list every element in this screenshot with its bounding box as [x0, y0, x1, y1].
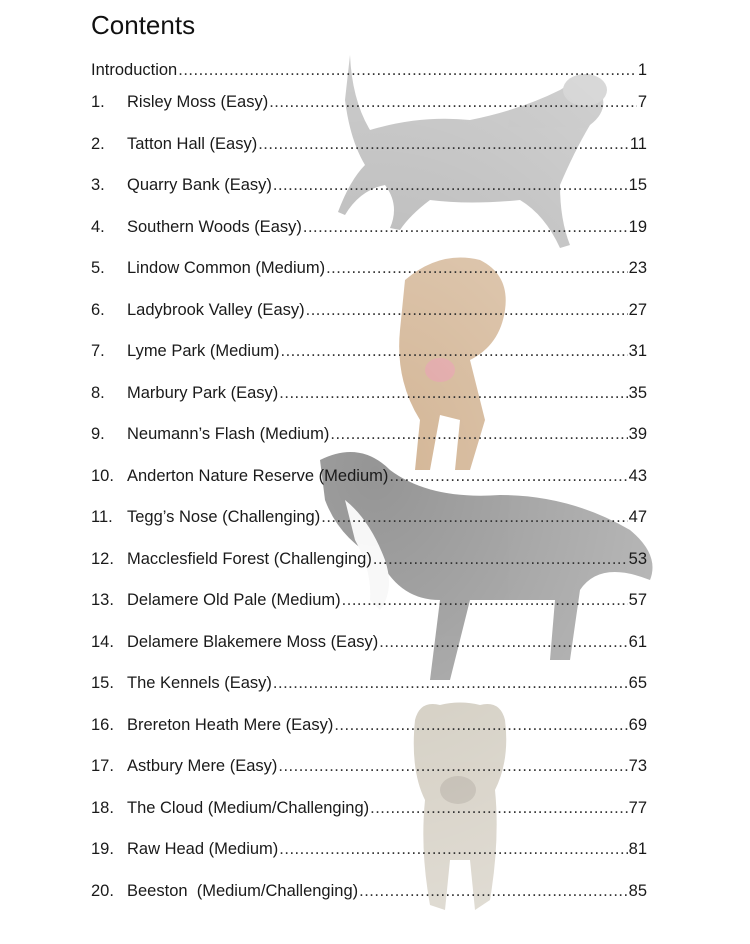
- toc-entry-number: 18.: [91, 799, 114, 817]
- dot-leader: [342, 591, 628, 610]
- toc-entry-number: 11.: [91, 508, 113, 526]
- toc-entry-label: Tatton Hall (Easy): [127, 135, 258, 153]
- toc-entry[interactable]: [91, 591, 647, 615]
- toc-entry-label: Delamere Old Pale (Medium): [127, 591, 341, 609]
- toc-entry-number: 2.: [91, 135, 105, 153]
- dot-leader: [330, 425, 627, 444]
- toc-entry[interactable]: [91, 882, 647, 906]
- toc-entry[interactable]: [91, 757, 647, 781]
- toc-entry[interactable]: [91, 342, 647, 366]
- toc-entry-number: 12.: [91, 550, 114, 568]
- toc-entry-number: 14.: [91, 633, 114, 651]
- dot-leader: [303, 218, 628, 237]
- toc-entry-label: Lyme Park (Medium): [127, 342, 280, 360]
- toc-entry-page-number: 57: [628, 591, 647, 609]
- toc-entry-number: 6.: [91, 301, 105, 319]
- toc-entry-page-number: 39: [628, 425, 647, 443]
- dot-leader: [281, 342, 628, 361]
- toc-entry-page-number: 11: [629, 135, 647, 153]
- toc-entry-number: 20.: [91, 882, 114, 900]
- toc-entry[interactable]: [91, 674, 647, 698]
- toc-entry[interactable]: [91, 176, 647, 200]
- toc-entry-page-number: 15: [628, 176, 647, 194]
- toc-entry-label: Brereton Heath Mere (Easy): [127, 716, 334, 734]
- toc-entry[interactable]: [91, 467, 647, 491]
- toc-entry-label: Southern Woods (Easy): [127, 218, 302, 236]
- toc-entry-label: Lindow Common (Medium): [127, 259, 326, 277]
- dot-leader: [306, 301, 628, 320]
- dot-leader: [273, 176, 628, 195]
- toc-entry-label: Delamere Blakemere Moss (Easy): [127, 633, 379, 651]
- toc-entry[interactable]: [91, 384, 647, 408]
- toc-entry-label: Raw Head (Medium): [127, 840, 279, 858]
- dot-leader: [279, 384, 627, 403]
- toc-entry-number: 5.: [91, 259, 105, 277]
- toc-entry[interactable]: [91, 799, 647, 823]
- toc-entry-label: Anderton Nature Reserve (Medium): [127, 467, 389, 485]
- toc-entry-label: Marbury Park (Easy): [127, 384, 279, 402]
- page-title: Contents: [91, 10, 196, 40]
- toc-entry-page-number: 35: [628, 384, 647, 402]
- dot-leader: [273, 674, 628, 693]
- toc-entry-number: 17.: [91, 757, 114, 775]
- toc-entry-label: Quarry Bank (Easy): [127, 176, 272, 194]
- toc-entry[interactable]: [91, 633, 647, 657]
- toc-entry-number: 19.: [91, 840, 114, 858]
- toc-entry-label: Astbury Mere (Easy): [127, 757, 278, 775]
- toc-entry-page-number: 53: [628, 550, 647, 568]
- toc-entry-label: Tegg’s Nose (Challenging): [127, 508, 321, 526]
- dot-leader: [389, 467, 627, 486]
- toc-entry[interactable]: [91, 301, 647, 325]
- toc-entry-page-number: 31: [628, 342, 647, 360]
- toc-entry[interactable]: [91, 135, 647, 159]
- dot-leader: [321, 508, 627, 527]
- dot-leader: [370, 799, 628, 818]
- toc-entry-number: 8.: [91, 384, 105, 402]
- toc-entry-label: The Cloud (Medium/Challenging): [127, 799, 370, 817]
- toc-entry[interactable]: [91, 218, 647, 242]
- toc-entry-page-number: 77: [628, 799, 647, 817]
- toc-entry-page-number: 47: [628, 508, 647, 526]
- toc-entry-label: Beeston (Medium/Challenging): [127, 882, 359, 900]
- dot-leader: [379, 633, 627, 652]
- toc-entry-page-number: 61: [628, 633, 647, 651]
- toc-entry-number: 7.: [91, 342, 105, 360]
- toc-entry-page-number: 81: [628, 840, 647, 858]
- toc-entry-number: 1.: [91, 93, 105, 111]
- toc-entry-page-number: 85: [628, 882, 647, 900]
- toc-entry[interactable]: [91, 716, 647, 740]
- toc-entry-page-number: 23: [628, 259, 647, 277]
- toc-entry-page-number: 73: [628, 757, 647, 775]
- toc-entry[interactable]: [91, 840, 647, 864]
- dot-leader: [334, 716, 627, 735]
- toc-entry[interactable]: [91, 508, 647, 532]
- toc-entry-label: Neumann’s Flash (Medium): [127, 425, 330, 443]
- toc-entry-number: 10.: [91, 467, 114, 485]
- toc-entry-label: Introduction: [91, 61, 178, 79]
- dot-leader: [373, 550, 628, 569]
- toc-entry-label: The Kennels (Easy): [127, 674, 272, 692]
- toc-entry-number: 4.: [91, 218, 105, 236]
- toc-entry-page-number: 43: [628, 467, 647, 485]
- toc-entry-introduction[interactable]: [91, 61, 647, 85]
- toc-entry-label: Risley Moss (Easy): [127, 93, 269, 111]
- toc-entry-page-number: 27: [628, 301, 647, 319]
- dot-leader: [326, 259, 628, 278]
- toc-entry-label: Ladybrook Valley (Easy): [127, 301, 305, 319]
- dot-leader: [269, 93, 637, 112]
- dot-leader: [359, 882, 628, 901]
- dot-leader: [279, 840, 627, 859]
- toc-entry[interactable]: [91, 425, 647, 449]
- toc-entry-number: 9.: [91, 425, 105, 443]
- toc-entry-label: Macclesfield Forest (Challenging): [127, 550, 372, 568]
- toc-entry-number: 13.: [91, 591, 114, 609]
- dot-leader: [258, 135, 629, 154]
- toc-entry-page-number: 1: [637, 61, 647, 79]
- toc-entry-page-number: 7: [637, 93, 647, 111]
- toc-entry[interactable]: [91, 259, 647, 283]
- toc-entry-page-number: 19: [628, 218, 647, 236]
- toc-entry-page-number: 65: [628, 674, 647, 692]
- toc-entry[interactable]: [91, 550, 647, 574]
- toc-entry-number: 16.: [91, 716, 114, 734]
- toc-entry-number: 15.: [91, 674, 114, 692]
- toc-entry[interactable]: [91, 93, 647, 117]
- toc-entry-page-number: 69: [628, 716, 647, 734]
- toc-entry-number: 3.: [91, 176, 105, 194]
- dot-leader: [278, 757, 627, 776]
- dot-leader: [178, 61, 637, 80]
